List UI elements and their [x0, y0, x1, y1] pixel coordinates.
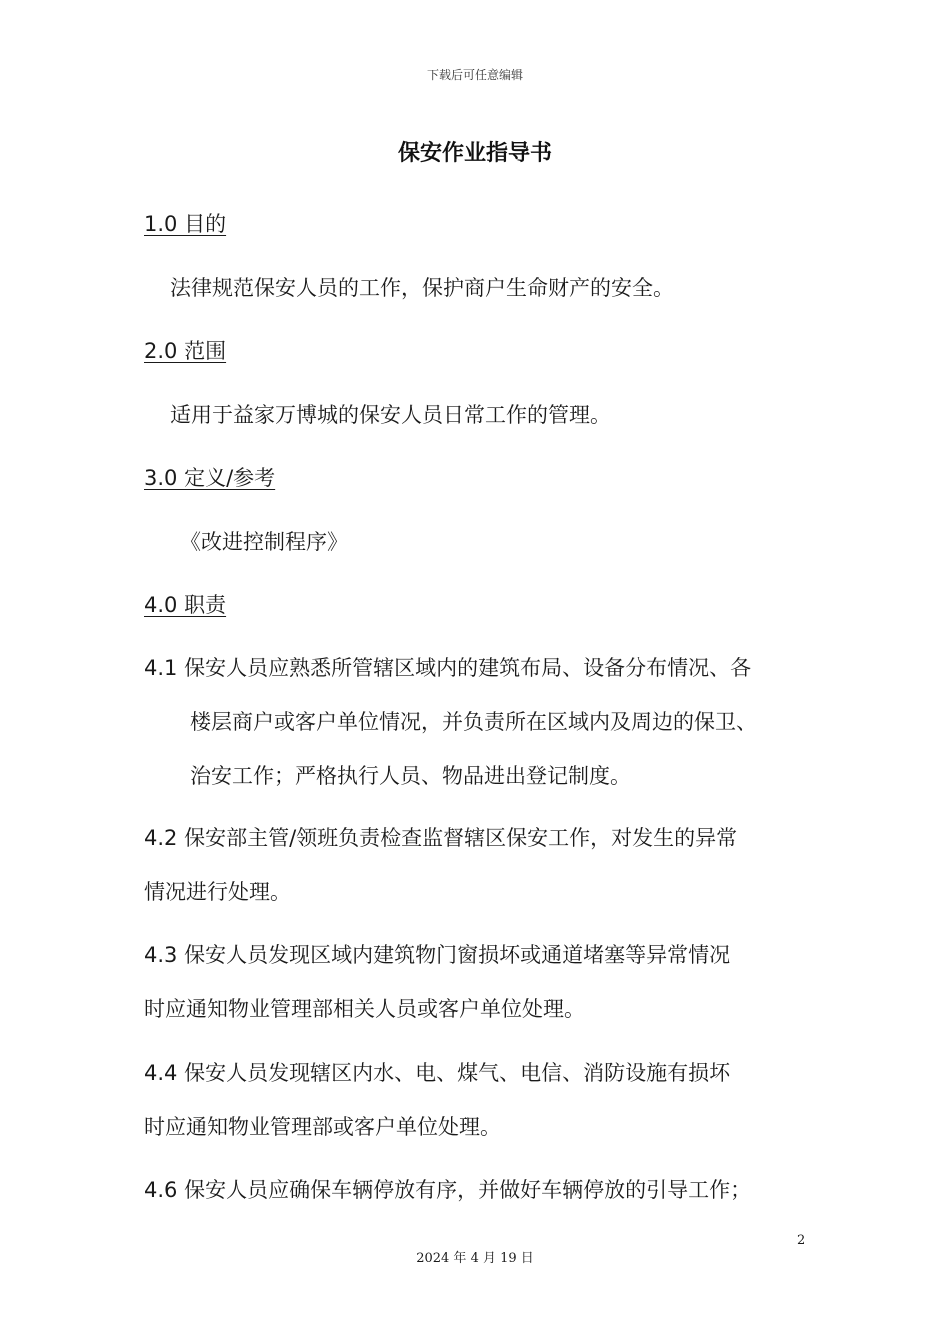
item-line: 4.6 保安人员应确保车辆停放有序，并做好车辆停放的引导工作；	[144, 1178, 752, 1202]
list-item-4-4	[144, 1046, 824, 1154]
section-text-definitions: 《改进控制程序》	[180, 530, 348, 554]
document-title: 保安作业指导书	[397, 141, 552, 166]
item-line: 时应通知物业管理部或客户单位处理。	[144, 1115, 501, 1139]
item-line: 楼层商户或客户单位情况，并负责所在区域内及周边的保卫、	[190, 710, 757, 734]
list-item-4-3	[144, 928, 824, 1036]
section-text-scope: 适用于益家万博城的保安人员日常工作的管理。	[170, 403, 611, 427]
item-line: 4.3 保安人员发现区域内建筑物门窗损坏或通道堵塞等异常情况	[144, 943, 731, 967]
header-note: 下载后可任意编辑	[426, 68, 523, 82]
list-item-4-2	[144, 811, 824, 919]
list-item-4-1	[144, 641, 824, 803]
list-item-4-6	[144, 1163, 824, 1217]
item-line: 情况进行处理。	[144, 880, 291, 904]
footer-date: 2024 年 4 月 19 日	[416, 1251, 534, 1266]
item-line: 治安工作；严格执行人员、物品进出登记制度。	[190, 764, 631, 788]
item-line: 4.2 保安部主管/领班负责检查监督辖区保安工作，对发生的异常	[144, 826, 738, 850]
section-heading-definitions: 3.0 定义/参考	[144, 466, 276, 490]
section-heading-scope: 2.0 范围	[144, 339, 227, 363]
item-line: 4.1 保安人员应熟悉所管辖区域内的建筑布局、设备分布情况、各	[144, 656, 752, 680]
page-number: 2	[797, 1233, 806, 1248]
section-heading-purpose: 1.0 目的	[144, 212, 227, 236]
item-line: 时应通知物业管理部相关人员或客户单位处理。	[144, 997, 585, 1021]
item-line: 4.4 保安人员发现辖区内水、电、煤气、电信、消防设施有损坏	[144, 1061, 731, 1085]
section-text-purpose: 法律规范保安人员的工作，保护商户生命财产的安全。	[170, 276, 674, 300]
section-heading-responsibilities: 4.0 职责	[144, 593, 227, 617]
